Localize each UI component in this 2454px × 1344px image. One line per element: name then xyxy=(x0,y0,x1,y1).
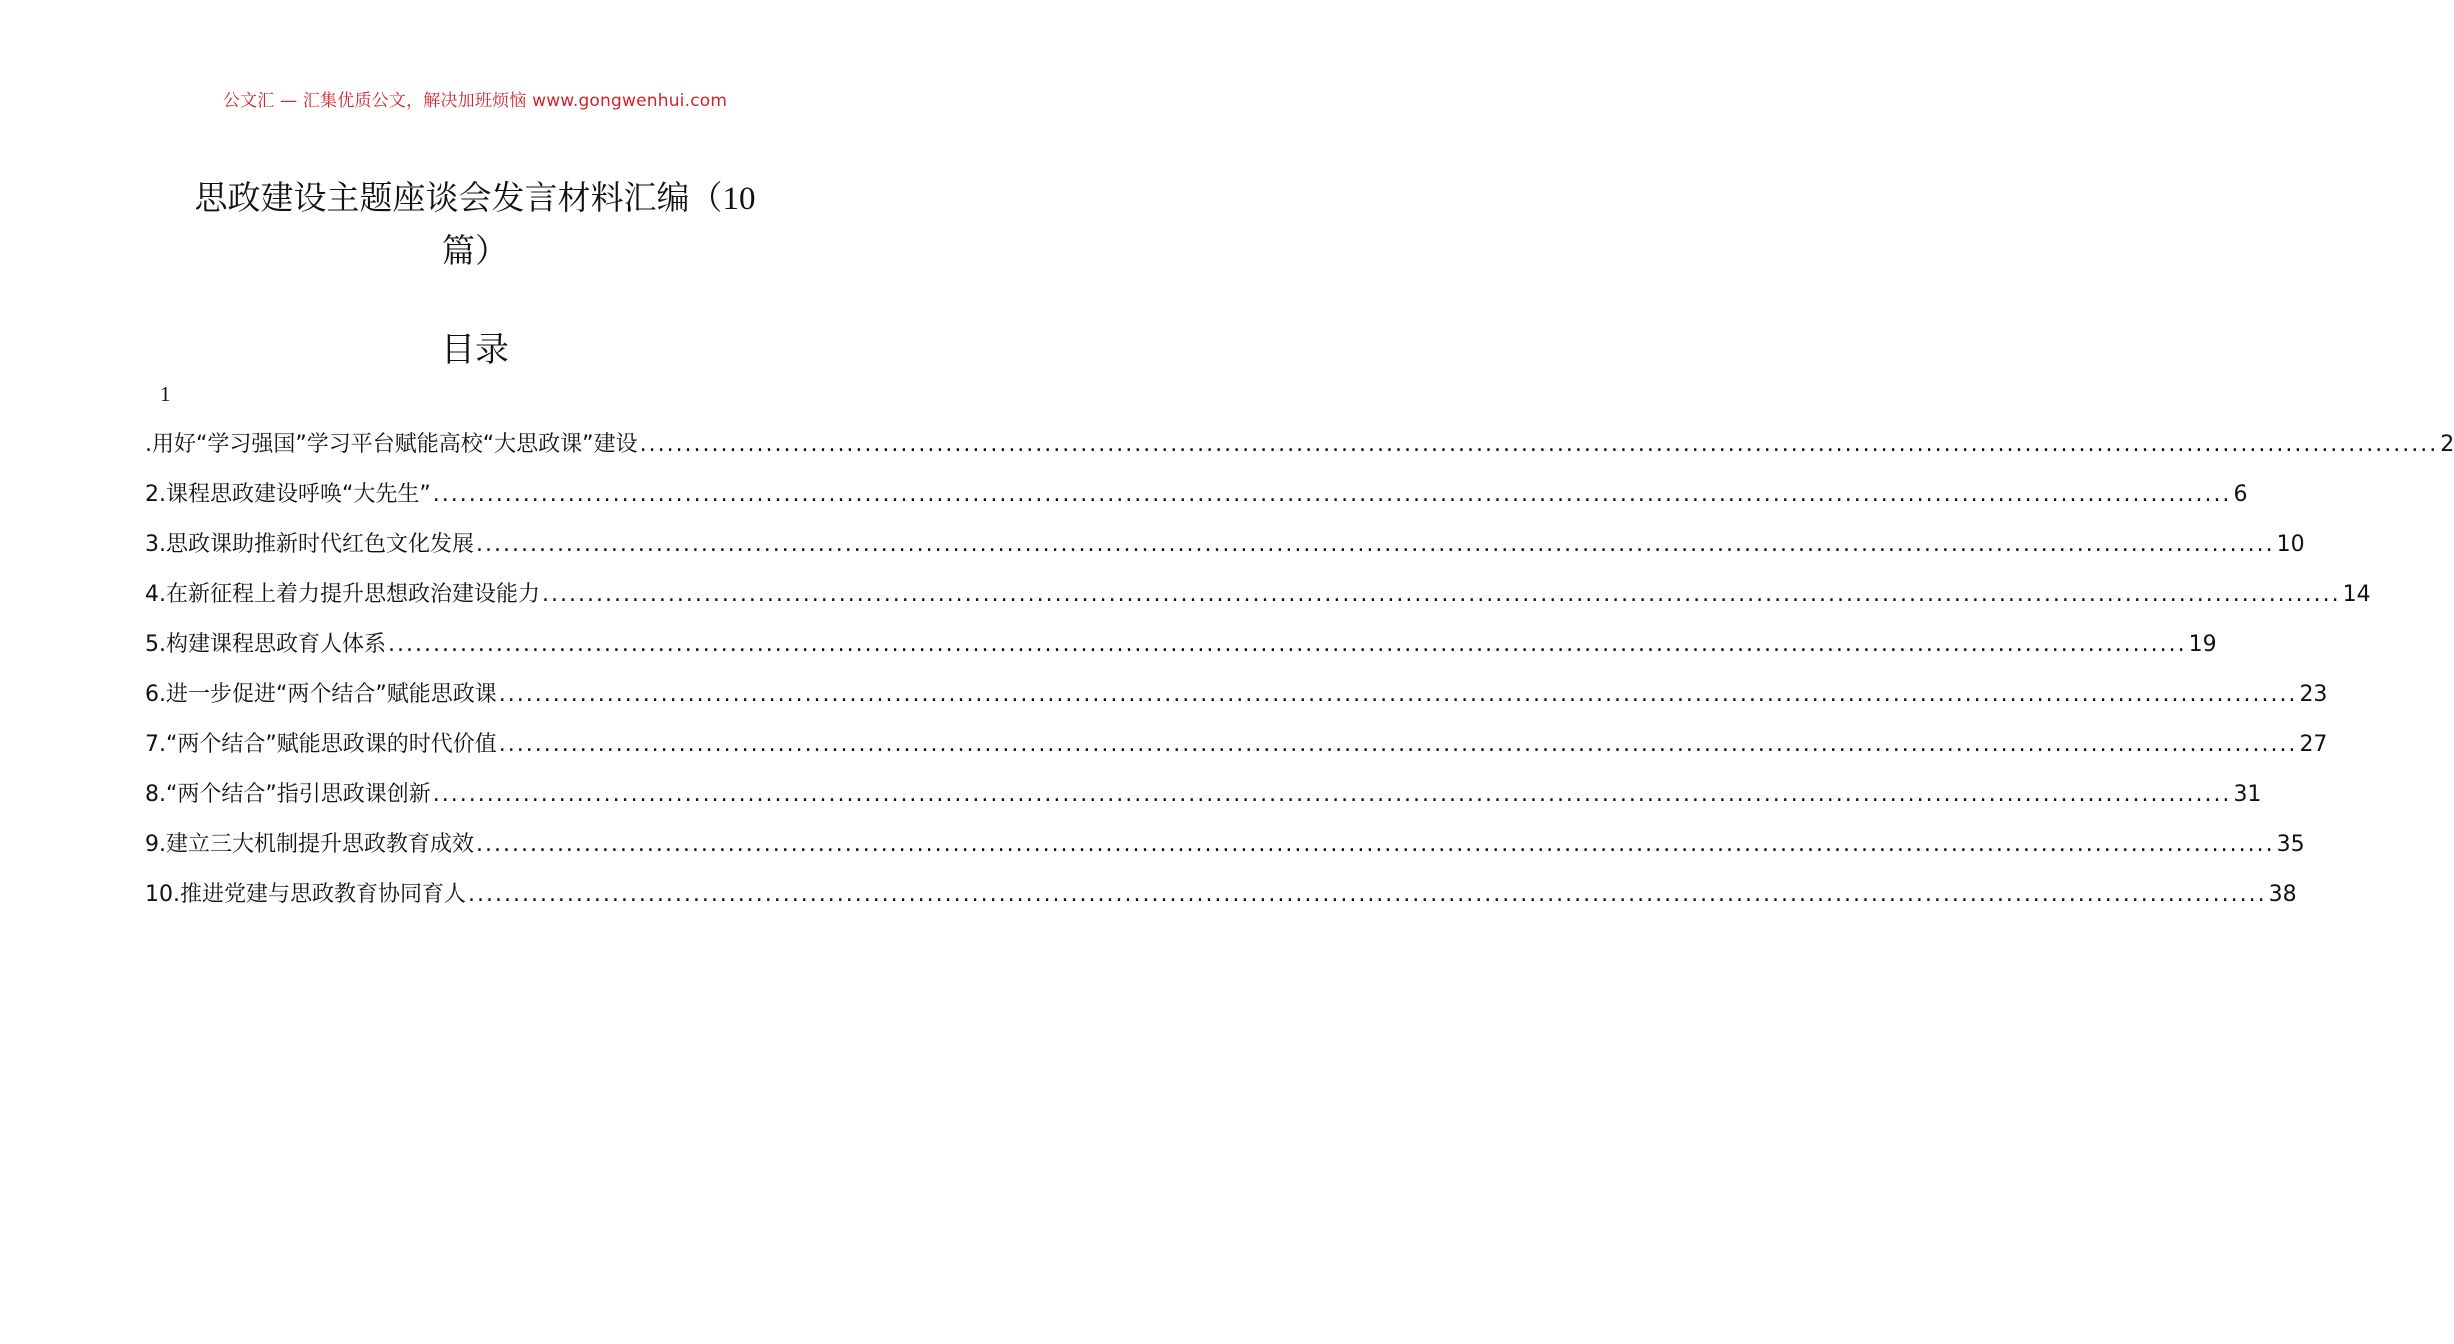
toc-entry-title: 5.构建课程思政育人体系 xyxy=(145,632,386,657)
toc-dot-leader: ........................................................................................................................................................................................................ xyxy=(476,532,2275,557)
toc-entry-title: .用好“学习强国”学习平台赋能高校“大思政课”建设 xyxy=(145,432,638,457)
toc-entry[interactable] xyxy=(145,870,2297,920)
toc-entry-title: 7.“两个结合”赋能思政课的时代价值 xyxy=(145,732,497,757)
toc-dot-leader: ........................................................................................................................................................................................................ xyxy=(639,432,2439,457)
toc-dot-leader: ........................................................................................................................................................................................................ xyxy=(476,832,2275,857)
toc-dot-leader: ........................................................................................................................................................................................................ xyxy=(388,632,2187,657)
toc-entry[interactable] xyxy=(145,620,2217,670)
toc-dot-leader: ........................................................................................................................................................................................................ xyxy=(432,782,2232,807)
toc-entry-page-number: 14 xyxy=(2342,582,2371,607)
document-title-count: 10 xyxy=(722,181,756,217)
toc-entry-page-number: 38 xyxy=(2268,882,2297,907)
toc-entry[interactable] xyxy=(145,570,2371,620)
document-title-text: 思政建设主题座谈会发言材料汇编（ xyxy=(194,178,723,217)
toc-entry-page-number: 2 xyxy=(2440,432,2454,457)
table-of-contents xyxy=(145,420,2454,920)
toc-entry-page-number: 19 xyxy=(2188,632,2217,657)
toc-entry-title: 10.推进党建与思政教育协同育人 xyxy=(145,882,466,907)
toc-entry[interactable] xyxy=(145,770,2262,820)
toc-entry-title: 3.思政课助推新时代红色文化发展 xyxy=(145,532,474,557)
toc-entry-page-number: 35 xyxy=(2276,832,2305,857)
toc-dot-leader: ........................................................................................................................................................................................................ xyxy=(468,882,2267,907)
toc-entry[interactable] xyxy=(145,420,2454,470)
toc-entry[interactable] xyxy=(145,720,2328,770)
toc-entry[interactable] xyxy=(145,670,2328,720)
toc-entry-title: 2.课程思政建设呼唤“大先生” xyxy=(145,482,431,507)
document-title-line-2: 篇） xyxy=(442,231,508,270)
toc-entry[interactable] xyxy=(145,820,2305,870)
watermark-banner: 公文汇 — 汇集优质公文，解决加班烦恼 www.gongwenhui.com xyxy=(222,91,728,111)
toc-dot-leader: ........................................................................................................................................................................................................ xyxy=(498,732,2298,757)
toc-entry-title: 8.“两个结合”指引思政课创新 xyxy=(145,782,431,807)
toc-dot-leader: ........................................................................................................................................................................................................ xyxy=(432,482,2232,507)
toc-entry-page-number: 23 xyxy=(2299,682,2328,707)
toc-entry-title: 6.进一步促进“两个结合”赋能思政课 xyxy=(145,682,497,707)
toc-entry-title: 9.建立三大机制提升思政教育成效 xyxy=(145,832,474,857)
toc-entry-page-number: 27 xyxy=(2299,732,2328,757)
toc-dot-leader: ........................................................................................................................................................................................................ xyxy=(498,682,2298,707)
toc-entry-title: 4.在新征程上着力提升思想政治建设能力 xyxy=(145,582,540,607)
stray-number: 1 xyxy=(160,382,171,406)
toc-heading: 目录 xyxy=(441,330,509,370)
toc-entry-page-number: 6 xyxy=(2233,482,2248,507)
toc-entry-page-number: 10 xyxy=(2276,532,2305,557)
document-title xyxy=(150,172,800,277)
toc-dot-leader: ........................................................................................................................................................................................................ xyxy=(542,582,2341,607)
toc-entry[interactable] xyxy=(145,470,2248,520)
toc-entry[interactable] xyxy=(145,520,2305,570)
document-title-line-1 xyxy=(150,172,800,225)
toc-entry-page-number: 31 xyxy=(2233,782,2262,807)
